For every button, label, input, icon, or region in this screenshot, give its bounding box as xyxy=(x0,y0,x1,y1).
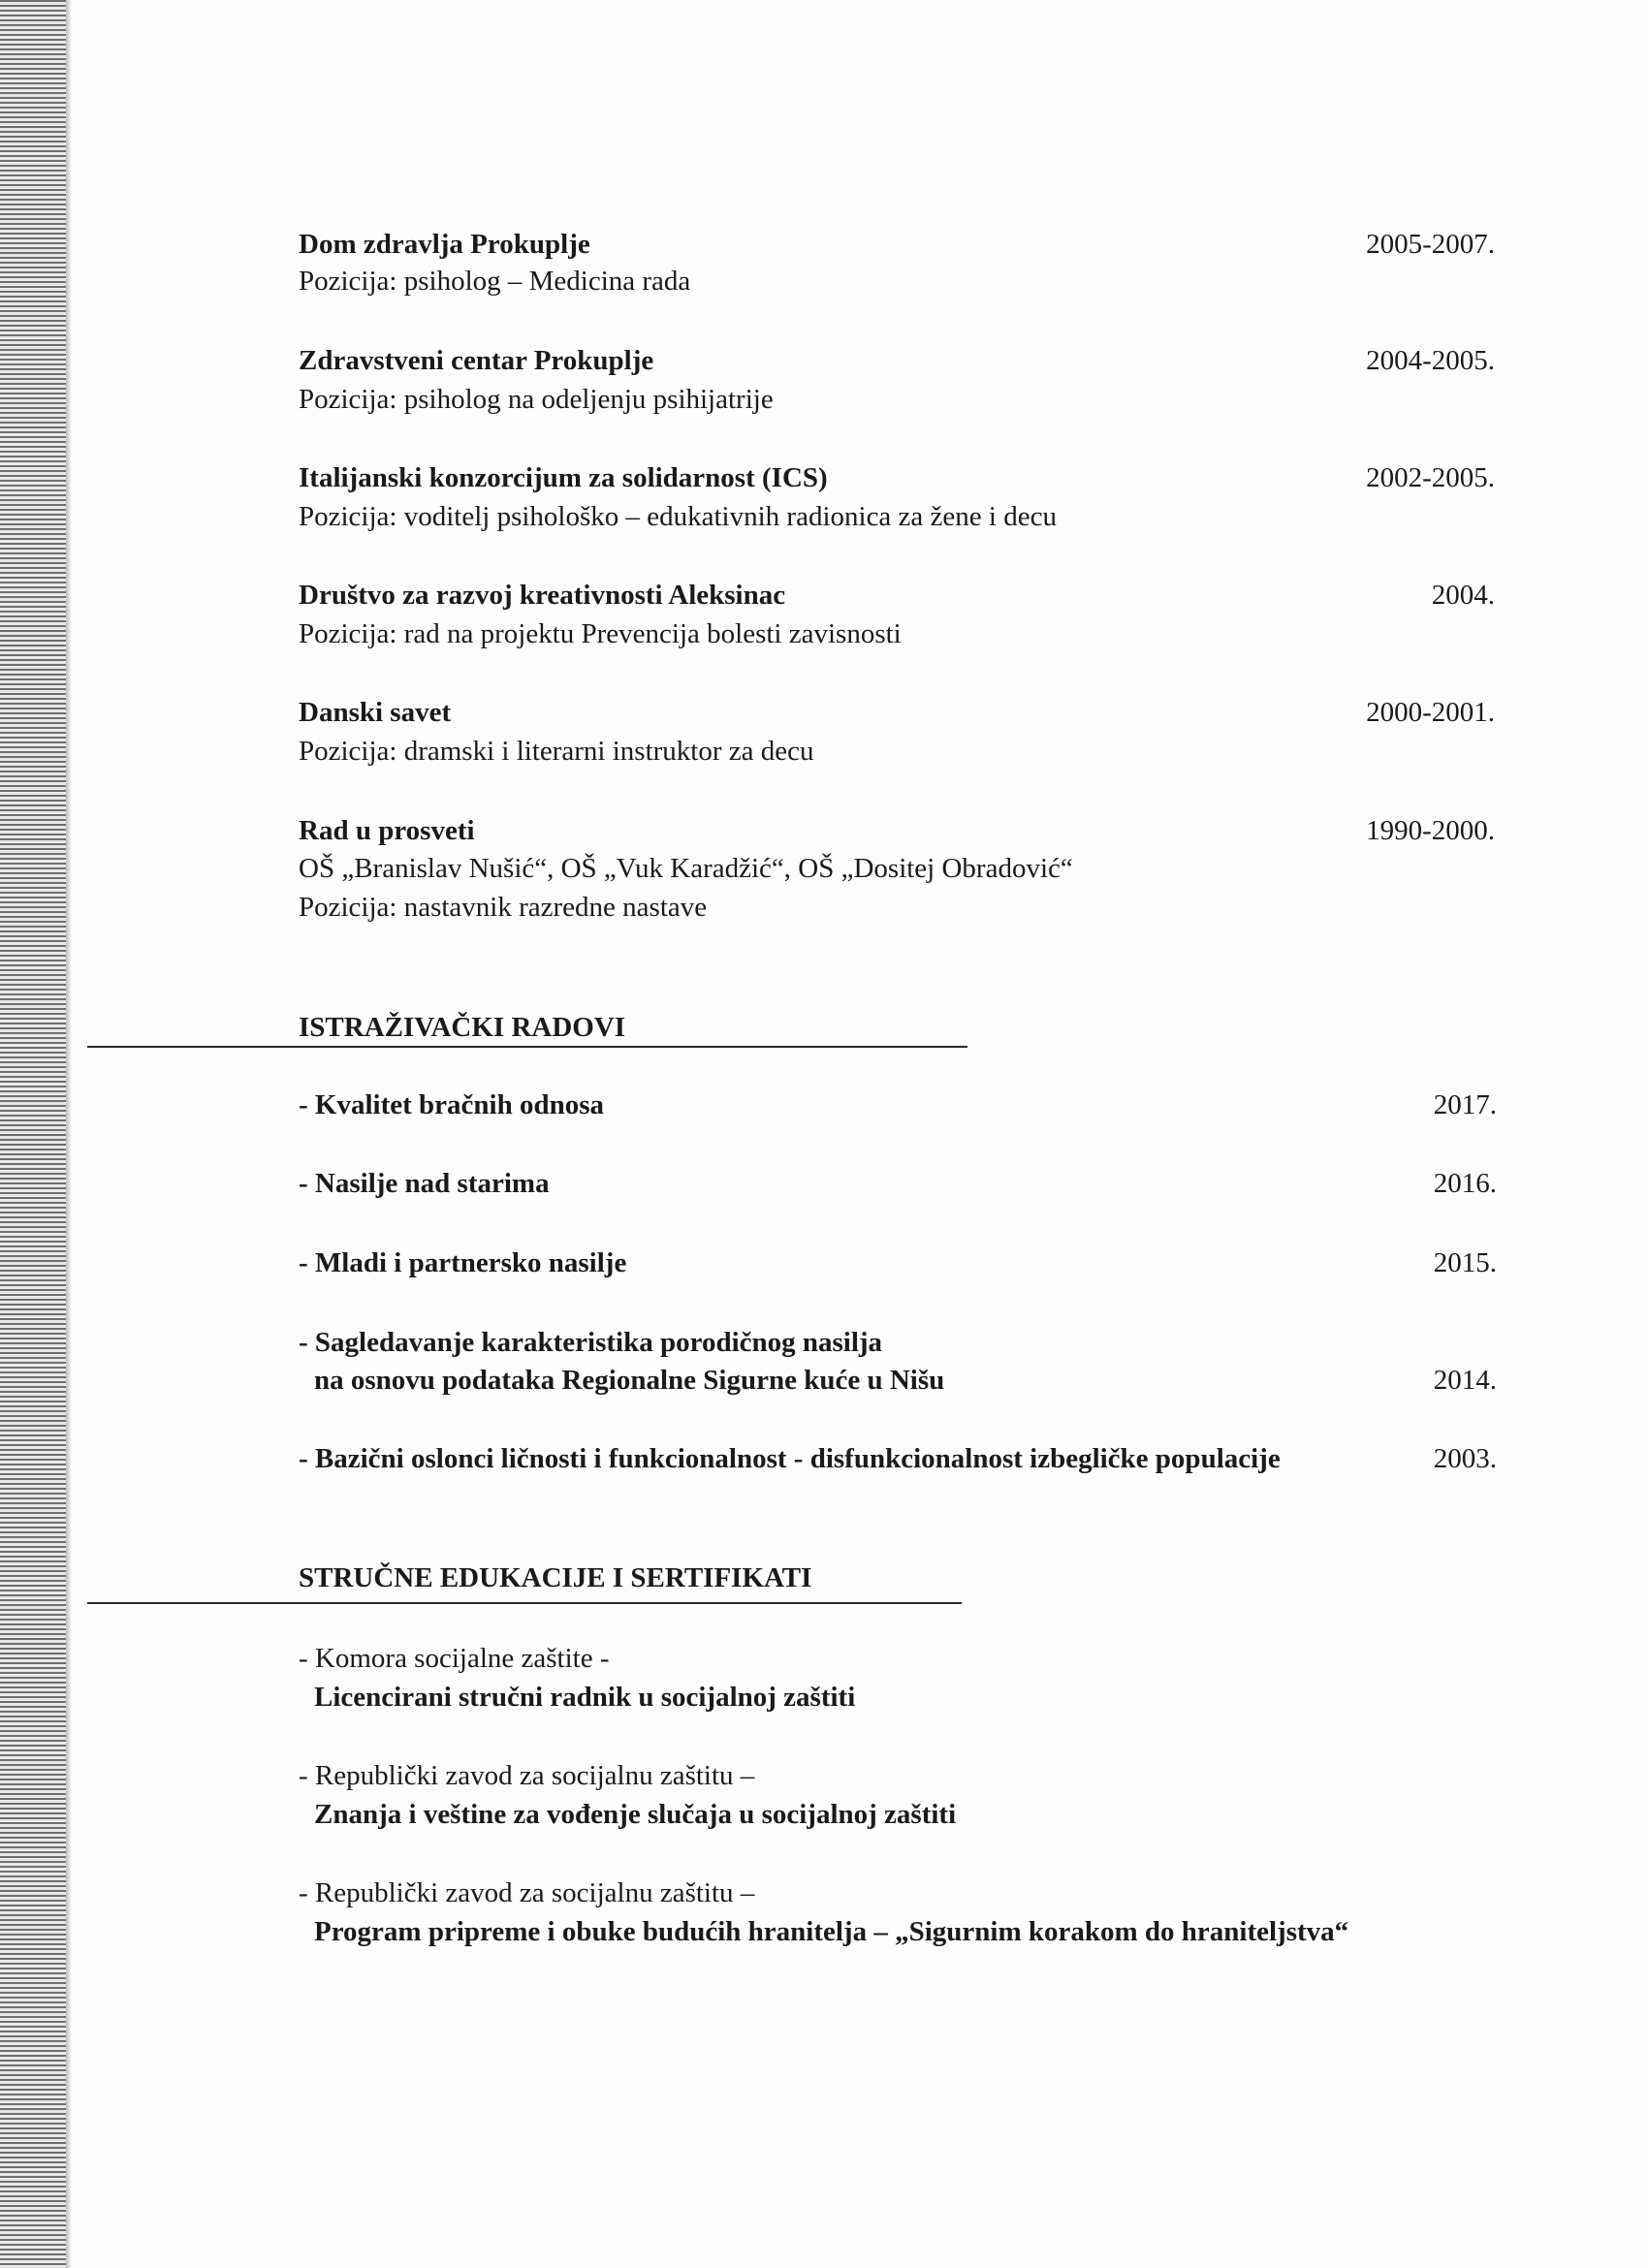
experience-org: Danski savet xyxy=(299,697,452,728)
experience-org: Italijanski konzorcijum za solidarnost (ICS) xyxy=(299,462,828,493)
experience-position: Pozicija: voditelj psihološko – edukativnih radionica za žene i decu xyxy=(299,501,1057,532)
experience-position: Pozicija: dramski i literarni instruktor za decu xyxy=(299,736,814,767)
certificate-issuer: - Republički zavod za socijalnu zaštitu – xyxy=(299,1760,755,1791)
certificates-heading: STRUČNE EDUKACIJE I SERTIFIKATI xyxy=(299,1562,812,1593)
research-item: - Sagledavanje karakteristika porodičnog nasilja xyxy=(299,1327,883,1358)
experience-years: 2004-2005. xyxy=(1366,345,1495,376)
research-item: - Nasilje nad starima xyxy=(299,1168,550,1199)
experience-position: Pozicija: rad na projektu Prevencija bolesti zavisnosti xyxy=(299,618,902,649)
research-item: - Bazični oslonci ličnosti i funkcionalnost - disfunkcionalnost izbegličke populacije xyxy=(299,1443,1281,1474)
research-year: 2016. xyxy=(1433,1168,1497,1199)
certificate-issuer: - Republički zavod za socijalnu zaštitu – xyxy=(299,1877,755,1908)
experience-position: Pozicija: psiholog – Medicina rada xyxy=(299,266,691,297)
research-year: 2015. xyxy=(1433,1247,1497,1278)
research-year: 2017. xyxy=(1433,1089,1497,1120)
research-heading: ISTRAŽIVAČKI RADOVI xyxy=(299,1012,626,1043)
certificate-issuer: - Komora socijalne zaštite - xyxy=(299,1643,610,1674)
research-item-continuation: na osnovu podataka Regionalne Sigurne kuće u Nišu xyxy=(314,1365,945,1396)
experience-schools: OŠ „Branislav Nušić“, OŠ „Vuk Karadžić“, OŠ „Dositej Obradović“ xyxy=(299,853,1073,884)
experience-years: 2000-2001. xyxy=(1366,697,1495,728)
experience-position: Pozicija: psiholog na odeljenju psihijatrije xyxy=(299,384,774,415)
experience-org: Zdravstveni centar Prokuplje xyxy=(299,345,654,376)
certificate-title: Znanja i veštine za vođenje slučaja u socijalnoj zaštiti xyxy=(314,1799,957,1830)
section-divider xyxy=(87,1046,967,1048)
research-year: 2003. xyxy=(1433,1443,1497,1474)
experience-years: 2004. xyxy=(1431,580,1495,611)
research-item: - Kvalitet bračnih odnosa xyxy=(299,1089,604,1120)
experience-years: 2005-2007. xyxy=(1366,229,1495,260)
experience-org: Dom zdravlja Prokuplje xyxy=(299,229,590,260)
research-item: - Mladi i partnersko nasilje xyxy=(299,1247,627,1278)
experience-position: Pozicija: nastavnik razredne nastave xyxy=(299,892,708,923)
research-year: 2014. xyxy=(1433,1365,1497,1396)
experience-org: Rad u prosveti xyxy=(299,815,475,846)
experience-years: 1990-2000. xyxy=(1366,815,1495,846)
certificate-title: Licencirani stručni radnik u socijalnoj zaštiti xyxy=(314,1682,856,1713)
experience-org: Društvo za razvoj kreativnosti Aleksinac xyxy=(299,580,786,611)
certificate-title: Program pripreme i obuke budućih hranitelja – „Sigurnim korakom do hraniteljstva“ xyxy=(314,1916,1349,1947)
experience-years: 2002-2005. xyxy=(1366,462,1495,493)
section-divider xyxy=(87,1602,962,1604)
